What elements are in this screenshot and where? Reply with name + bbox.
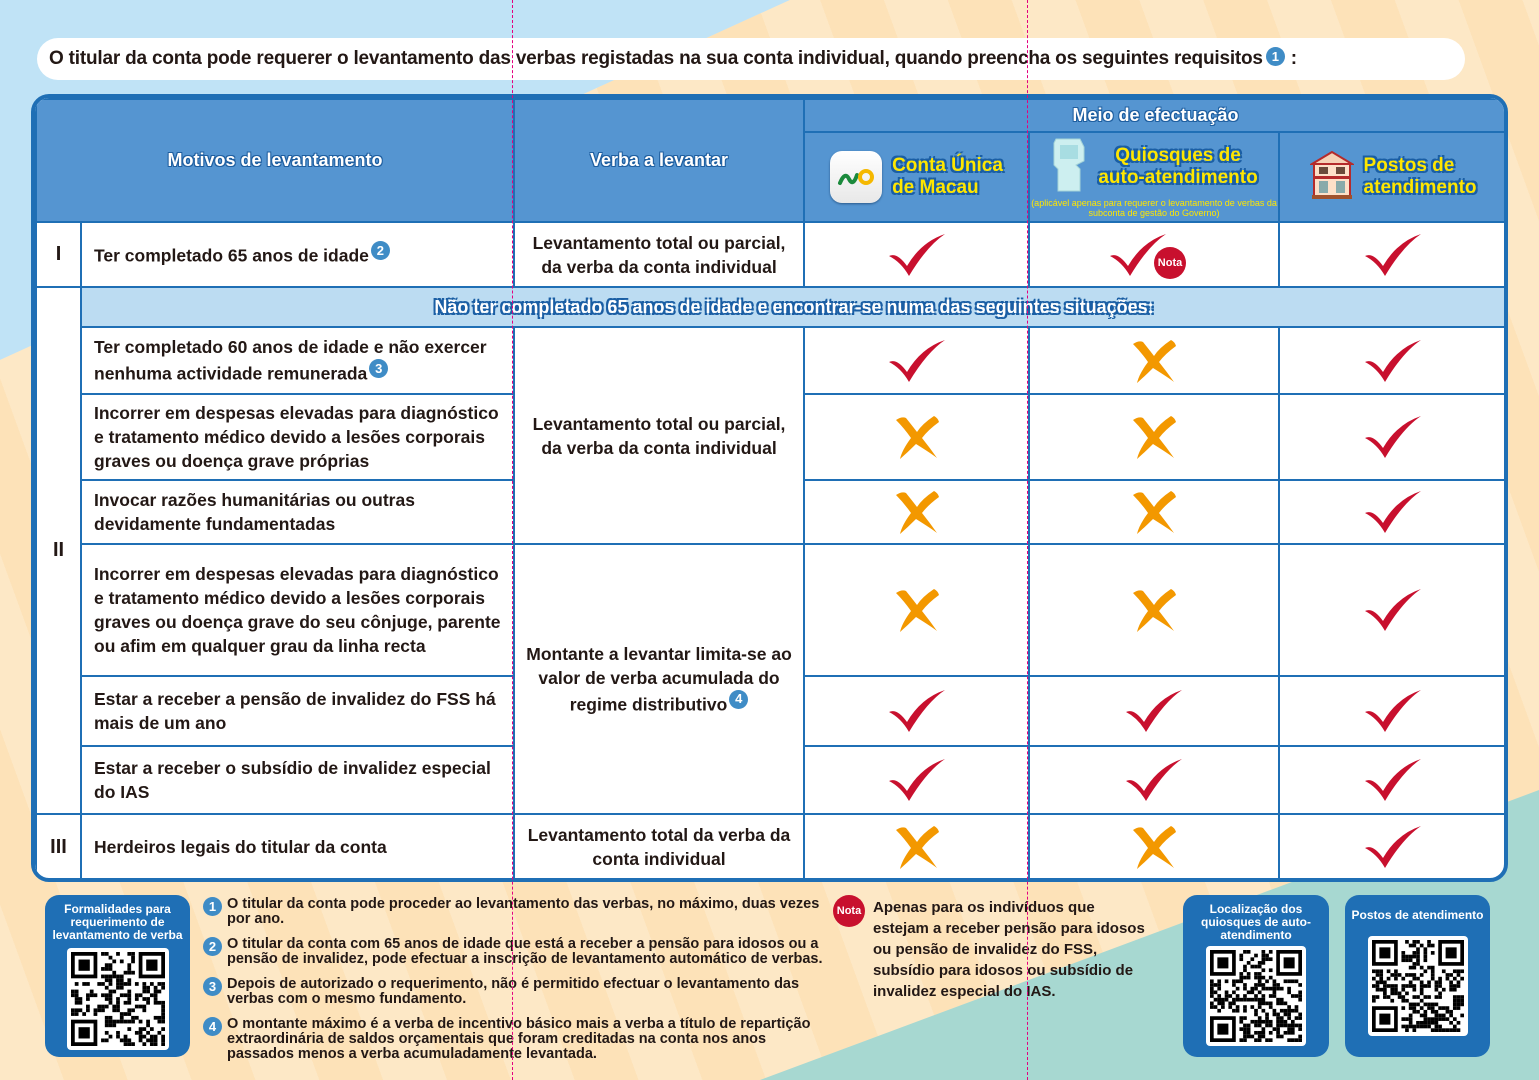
reason-cell: Herdeiros legais do titular da conta — [81, 814, 514, 880]
table-row — [36, 327, 1507, 394]
check-icon — [1363, 757, 1423, 803]
footnote-text: O titular da conta com 65 anos de idade que está a receber a pensão para idosos ou a pensão de invalidez, pode efectuar a inscrição de levantamento automático de verbas. — [227, 936, 823, 967]
qr-card-title: Formalidades para requerimento de levantamento de verba — [52, 902, 183, 942]
qr-code[interactable] — [1368, 936, 1468, 1036]
header-verba: Verba a levantar — [514, 99, 804, 222]
check-icon — [1363, 688, 1423, 734]
mark-cell — [804, 544, 1029, 676]
reason-cell: Incorrer em despesas elevadas para diagnóstico e tratamento médico devido a lesões corporais graves ou doença grave do seu cônjuge, parente ou afim em qualquer grau da linha recta — [81, 544, 514, 676]
mark-cell — [1279, 394, 1507, 480]
service-counter-building-icon — [1310, 150, 1354, 205]
headline-banner — [37, 38, 1465, 80]
qr-card-title: Postos de atendimento — [1351, 908, 1484, 922]
mark-cell — [1279, 814, 1507, 880]
headline-text: O titular da conta pode requerer o levantamento das verbas registadas na sua conta individual, quando preencha os seguintes requisitos — [49, 48, 1263, 69]
check-icon — [1363, 587, 1423, 633]
mark-cell — [1279, 480, 1507, 544]
qr-card-service-counters[interactable] — [1345, 895, 1490, 1057]
channel-label-line1: Conta Única — [892, 155, 1003, 176]
footnote — [203, 897, 828, 927]
withdrawal-requirements-table — [31, 94, 1508, 882]
check-icon — [887, 338, 947, 384]
nota-badge: Nota — [1154, 247, 1186, 279]
header-meio: Meio de efectuação — [804, 99, 1507, 132]
header-channel-kiosk — [1029, 132, 1279, 222]
group-II-subheader: Não ter completado 65 anos de idade e encontrar-se numa das seguintes situações: — [81, 287, 1507, 327]
channel-label-line2: de Macau — [892, 177, 979, 198]
table-row-group-III — [36, 814, 1507, 880]
cross-icon — [1129, 414, 1179, 460]
footnote — [203, 1017, 828, 1062]
check-icon — [1363, 414, 1423, 460]
mark-cell — [1279, 327, 1507, 394]
qr-card-kiosk-locations[interactable] — [1183, 895, 1329, 1057]
cross-icon — [1129, 489, 1179, 535]
reason-cell: Invocar razões humanitárias ou outras devidamente fundamentadas — [81, 480, 514, 544]
mark-cell — [1029, 222, 1279, 287]
check-icon — [887, 688, 947, 734]
cross-icon — [892, 587, 942, 633]
footnote-number-badge: 4 — [203, 1017, 222, 1036]
footnote-number-badge: 2 — [203, 937, 222, 956]
check-icon — [1363, 338, 1423, 384]
header-channel-conta-unica — [804, 132, 1029, 222]
nota-explanation — [833, 897, 1153, 1002]
header-row — [36, 99, 1507, 132]
footnote-text: Depois de autorizado o requerimento, não é permitido efectuar o levantamento das verbas com o mesmo fundamento. — [227, 976, 800, 1007]
check-icon — [887, 757, 947, 803]
reason-cell: Estar a receber o subsídio de invalidez especial do IAS — [81, 746, 514, 814]
kiosk-icon — [1050, 137, 1090, 198]
mark-cell — [1029, 746, 1279, 814]
note-ref-badge: 1 — [1266, 47, 1285, 66]
qr-code[interactable] — [67, 948, 169, 1050]
mark-cell — [1279, 544, 1507, 676]
group-number: III — [36, 814, 81, 880]
check-icon — [1363, 824, 1423, 870]
mark-cell — [804, 327, 1029, 394]
mark-cell — [1029, 814, 1279, 880]
verba-cell: Levantamento total da verba da conta individual — [514, 814, 804, 880]
mark-cell — [1029, 544, 1279, 676]
cross-icon — [892, 489, 942, 535]
qr-card-formalidades[interactable] — [45, 895, 190, 1057]
reason-text: Ter completado 60 anos de idade e não exercer nenhuma actividade remunerada — [94, 337, 487, 384]
check-icon — [887, 232, 947, 278]
check-icon — [1124, 757, 1184, 803]
cross-icon — [892, 414, 942, 460]
reason-text: Ter completado 65 anos de idade — [94, 245, 369, 266]
table-row — [36, 544, 1507, 676]
note-ref-badge: 2 — [371, 241, 390, 260]
note-ref-badge: 4 — [729, 690, 748, 709]
qr-code[interactable] — [1206, 946, 1306, 1046]
group-number: I — [36, 222, 81, 287]
macau-one-account-app-icon — [830, 151, 882, 203]
mark-cell — [1279, 676, 1507, 746]
reason-cell — [81, 327, 514, 394]
cross-icon — [1129, 824, 1179, 870]
cross-icon — [892, 824, 942, 870]
table-row-group-I — [36, 222, 1507, 287]
check-icon — [1124, 688, 1184, 734]
verba-text: Montante a levantar limita-se ao valor de verba acumulada do regime distributivo — [526, 643, 792, 715]
mark-cell — [1279, 746, 1507, 814]
verba-cell: Levantamento total ou parcial, da verba da conta individual — [514, 327, 804, 544]
footnote-number-badge: 1 — [203, 897, 222, 916]
mark-cell — [1029, 676, 1279, 746]
mark-cell — [804, 480, 1029, 544]
fold-guide-line — [512, 0, 513, 1080]
footnote — [203, 937, 828, 967]
header-channel-postos — [1279, 132, 1507, 222]
note-ref-badge: 3 — [369, 359, 388, 378]
channel-label-line1: Quiosques de — [1115, 145, 1241, 166]
kiosk-applicability-note: (aplicável apenas para requerer o levantamento de verbas da subconta de gestão do Governo) — [1031, 197, 1277, 218]
mark-cell — [804, 676, 1029, 746]
mark-cell — [804, 814, 1029, 880]
cross-icon — [1129, 338, 1179, 384]
check-icon — [1363, 232, 1423, 278]
nota-text: Apenas para os indivíduos que estejam a receber pensão para idosos ou pensão de invalidez do FSS, subsídio para idosos ou subsídio de invalidez especial do IAS. — [873, 899, 1145, 1000]
group-number: II — [36, 287, 81, 814]
header-motivos: Motivos de levantamento — [36, 99, 514, 222]
mark-cell — [804, 222, 1029, 287]
verba-cell — [514, 544, 804, 814]
mark-cell — [804, 394, 1029, 480]
mark-cell — [804, 746, 1029, 814]
footnote-text: O montante máximo é a verba de incentivo básico mais a verba a título de repartição extraordinária de saldos orçamentais que foram creditadas na conta nos anos passados menos a verba acumuladamente levantada. — [227, 1016, 811, 1062]
reason-cell: Estar a receber a pensão de invalidez do FSS há mais de um ano — [81, 676, 514, 746]
fold-guide-line — [1027, 0, 1028, 1080]
cross-icon — [1129, 587, 1179, 633]
reason-cell: Incorrer em despesas elevadas para diagnóstico e tratamento médico devido a lesões corporais graves ou doença grave próprias — [81, 394, 514, 480]
mark-cell — [1029, 327, 1279, 394]
table-subheader-row — [36, 287, 1507, 327]
channel-label-line2: atendimento — [1363, 177, 1477, 198]
mark-cell — [1279, 222, 1507, 287]
reason-cell — [81, 222, 514, 287]
channel-label-line2: auto-atendimento — [1098, 167, 1258, 188]
nota-badge: Nota — [833, 895, 865, 927]
headline-suffix: : — [1290, 48, 1297, 69]
footnote-text: O titular da conta pode proceder ao levantamento das verbas, no máximo, duas vezes por ano. — [227, 896, 820, 927]
footnote — [203, 977, 828, 1007]
footnote-number-badge: 3 — [203, 977, 222, 996]
footnotes-list — [203, 897, 828, 1072]
mark-cell — [1029, 480, 1279, 544]
channel-label-line1: Postos de — [1363, 155, 1455, 176]
check-icon — [1363, 489, 1423, 535]
qr-card-title: Localização dos quiosques de auto-atendimento — [1200, 902, 1311, 942]
verba-cell: Levantamento total ou parcial, da verba da conta individual — [514, 222, 804, 287]
mark-cell — [1029, 394, 1279, 480]
